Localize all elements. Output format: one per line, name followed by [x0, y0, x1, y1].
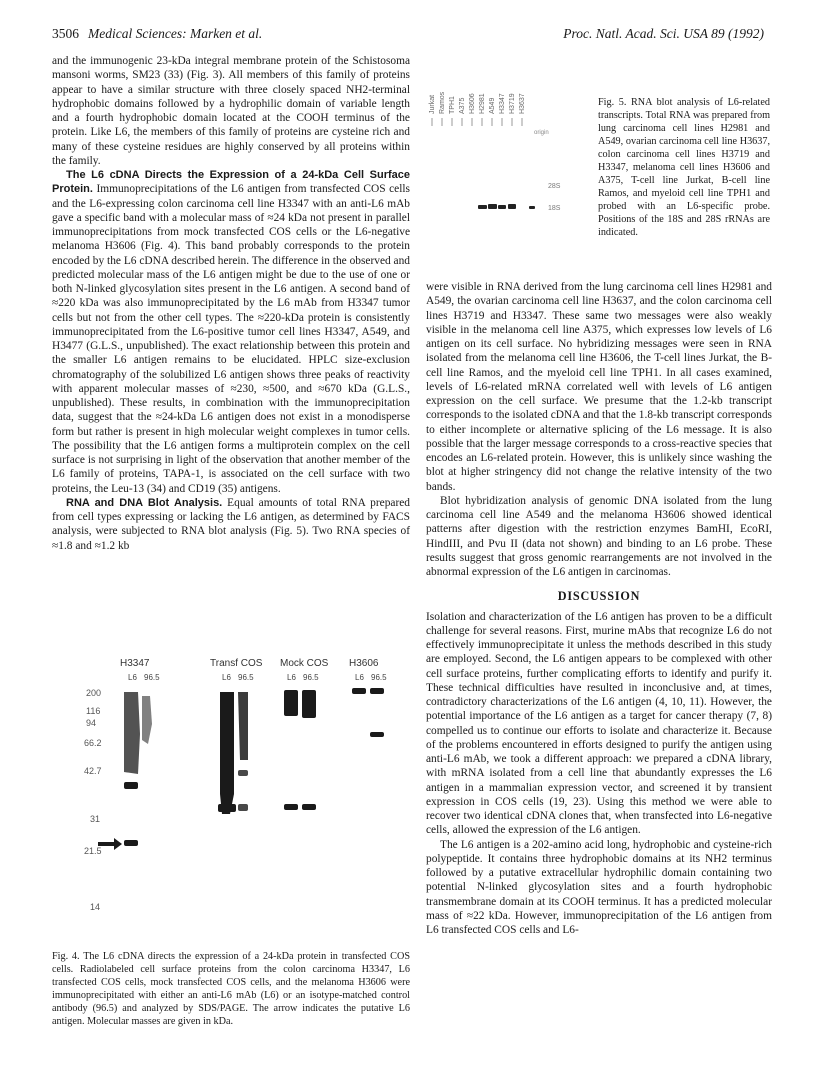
figure-5-lane-label: H3637: [519, 93, 526, 114]
figure-4-caption: Fig. 4. The L6 cDNA directs the expression of a 24-kDa protein in transfected COS cells. Radiolabeled cell surface proteins from the colon carcinoma H3347, L6 transfected COS cells, mock transfected COS cells, and the melanoma H3606 were immunoprecipitated with either an anti-L6 mAb (L6) or an isotype-matched control antibody (96.5) and analyzed by SDS/PAGE. The arrow indicates the putative L6 antigen. Molecular masses are given in kDa.: [52, 951, 410, 1027]
page-number: 3506: [52, 26, 79, 41]
figure-5-lane-label: H3347: [499, 93, 506, 114]
figure-5-lane-label: H3606: [469, 93, 476, 114]
mw-marker-21-5: 21.5: [84, 846, 102, 856]
figure-4-lane-labels: [128, 673, 387, 682]
left-paragraph-1: and the immunogenic 23-kDa integral membrane protein of the Schistosoma mansoni worms, SM23 (33) (Fig. 3). All members of this family of proteins appear to have a similar structure with three closely spaced NH2-terminal hydrophobic domains followed by a hydrophilic domain of variable length and a fourth hydrophobic domain located at the COOH terminus of the protein. Like L6, the members of this family of proteins are cysteine rich and many of these cysteine residues are highly conserved by all proteins within the family.: [52, 55, 410, 167]
lane-label-l6: L6: [287, 673, 296, 682]
lane-label-l6: L6: [128, 673, 137, 682]
figure-5-bands: [478, 204, 535, 209]
section-heading-blot: RNA and DNA Blot Analysis.: [66, 496, 223, 509]
figure-5-lane-label: TPH1: [449, 96, 456, 114]
figure-5-lane-label: H3719: [509, 93, 516, 114]
right-paragraph-1: were visible in RNA derived from the lung carcinoma cell lines H2981 and A549, the ovarian carcinoma cell line H3637, and the colon carcinoma cell lines H3719 and H3347. These same two messages were also weakly visible in the melanoma cell line A375, which expresses low levels of L6 antigen on its cell surface. No hybridizing messages were seen in RNA isolated from the melanoma cell line H3606, the T-cell lines Jurkat, the B-cell line Ramos, and the myeloid cell line TPH1. In all cases examined, levels of L6-related mRNA correlated well with levels of L6 antigen expression on the cell surface. We presume that the 1.2-kb transcript corresponds to the isolated cDNA and that the 1.8-kb transcript corresponds to either incomplete or alternative splicing of the L6 message. It is also possible that the larger message corresponds to a cross-reactive species that encodes an L6-related protein. However, this is unlikely since washing the blot at higher stringency did not change the relative intensity of the two bands.: [426, 281, 772, 493]
right-paragraph-2: Blot hybridization analysis of genomic DNA isolated from the lung carcinoma cell line A549 and the melanoma H3606 showed identical patterns after digestion with the restriction enzymes BamHI, EcoRI, HindIII, and Pvu II (data not shown) and binding to an L6 probe. These results suggest that gross genomic rearrangements are not involved in the abnormal expression of the L6 antigen in carcinomas.: [426, 494, 772, 578]
figure-4-group-mock-cos: Mock COS: [280, 658, 329, 669]
mw-marker-94: 94: [86, 718, 97, 728]
left-column: [52, 54, 410, 553]
right-column: [426, 280, 772, 937]
discussion-paragraph-2: The L6 antigen is a 202-amino acid long, hydrophobic and cysteine-rich polypeptide. It contains three hydrophobic domains at its NH2 terminus followed by a putative extracellular hydrophilic domain containing two potential N-linked glycosylation sites and a fourth hydrophobic transmembrane domain at its COOH terminus. It has a predicted molecular mass of ≈22 kDa. However, immunoprecipitation of the L6 antigen from L6 transfected COS cells and L6-: [426, 838, 772, 936]
discussion-paragraph-1: Isolation and characterization of the L6 antigen has proven to be a difficult challenge for several reasons. First, murine mAbs that recognize L6 do not effectively immunoprecipitate it unless the methods described in this study are employed. Second, the L6 antigen appears to be complexed with other cell surface proteins, further complicating efforts to identify and purify it. These technical difficulties have resulted in inconclusive and, at times, contradictory characterizations of the L6 antigen (4, 10, 11). However, the potential importance of the L6 antigen as a target for cancer therapy (7, 8) compelled us to continue our efforts to isolate and characterize it. Because of the problems encountered in efforts designed to purify the antigen using anti-L6 mAb, we took a different approach: we prepared a cDNA library, with mRNA isolated from a cell line that abundantly expresses the L6 antigen in a mammalian expression vector, and screened it by transient expression in COS cells (19, 23). Using this method we were able to recover two identical cDNA clones that, when transfected into L6-negative cells, allowed the expression of the L6 antigen.: [426, 610, 772, 837]
putative-antigen-arrow: [98, 838, 122, 850]
header-right-journal: Proc. Natl. Acad. Sci. USA 89 (1992): [563, 26, 764, 41]
section-paragraph-blot: [52, 496, 410, 553]
figure-5-lane-label: A549: [489, 97, 496, 114]
header-left-title: Medical Sciences: Marken et al.: [88, 26, 263, 41]
mw-marker-116: 116: [86, 706, 101, 716]
discussion-heading: DISCUSSION: [557, 589, 641, 604]
figure-4-group-h3606: H3606: [349, 658, 379, 669]
mw-marker-31: 31: [90, 814, 101, 824]
lane-label-96-5: 96.5: [144, 673, 160, 682]
lane-label-96-5: 96.5: [371, 673, 387, 682]
figure-4-image: [52, 654, 410, 944]
figure-5-lane-label: H2981: [479, 93, 486, 114]
figure-4-group-h3347: H3347: [120, 658, 150, 669]
figure-4-group-transf-cos: Transf COS: [210, 658, 263, 669]
figure-5-marker-18s: 18S: [548, 205, 561, 212]
figure-4-mw-markers: [84, 688, 102, 912]
lane-label-l6: L6: [222, 673, 231, 682]
figure-5-image: [426, 82, 596, 222]
running-header: [52, 26, 764, 46]
section-text-blot: Equal amounts of total RNA prepared from cell types expressing or lacking the L6 antigen, as determined by FACS analysis, were subjected to RNA blot analysis (Fig. 5). Two RNA species of ≈1.8 and ≈1.2 kb: [52, 496, 411, 552]
figure-5-lane-label: A375: [459, 97, 466, 114]
lane-label-96-5: 96.5: [238, 673, 254, 682]
figure-5-lane-label: Ramos: [439, 91, 446, 114]
figure-5-tick-marks: [432, 118, 522, 126]
mw-marker-14: 14: [90, 902, 101, 912]
section-paragraph-l6-cdna: [52, 168, 410, 496]
mw-marker-200: 200: [86, 688, 102, 698]
figure-4-bands: [98, 688, 384, 850]
figure-5-marker-28s: 28S: [548, 183, 561, 190]
figure-5-blot: [426, 82, 596, 222]
figure-5-caption: Fig. 5. RNA blot analysis of L6-related transcripts. Total RNA was prepared from lung carcinoma cell lines H2981 and A549, ovarian carcinoma cell line H3637, colon carcinoma cell lines H3719 and H3347, melanoma cell lines H3606 and A375, T-cell line Jurkat, B-cell line Ramos, and myeloid cell line TPH1 and probed with an L6-specific probe. Positions of the 18S and 28S rRNAs are indicated.: [598, 97, 770, 238]
figure-5-lane-label: Jurkat: [429, 94, 436, 114]
figure-5-lane-labels: [429, 91, 526, 114]
figure-4-gel: [52, 654, 410, 944]
mw-marker-42-7: 42.7: [84, 766, 102, 776]
figure-5-origin-label: origin: [534, 130, 549, 136]
lane-label-96-5: 96.5: [303, 673, 319, 682]
section-heading-l6-cdna: The L6 cDNA Directs the Expression of a 24-kDa Cell Surface Protein.: [52, 169, 410, 196]
section-text-l6-cdna: Immunoprecipitations of the L6 antigen from transfected COS cells and the L6-expressing colon carcinoma cell line H3347 with an anti-L6 mAb gave a specific band with a molecular mass of ≈24 kDa not present in parallel immunoprecipitations from mock transfected COS cells or the L6-negative melanoma H3606 (Fig. 4). This band probably corresponds to the protein encoded by the L6 cDNA described herein. The difference in the observed and predicted molecular mass of the L6 antigen might be due to the use of one or both N-linked glycosylation sites present in the L6 antigen. A second band of ≈220 kDa was also immunoprecipitated by the L6 mAb from H3347 tumor cells but not from the other cell types. The ≈220-kDa protein is consistently immunoprecipitated from the L6-positive tumor cell lines H3347, A549, and H3477 (G.L.S., unpublished). The exact relationship between this protein and the smaller L6 antigen remains to be elucidated. HPLC size-exclusion chromatography of the solubilized L6 antigen shows three peaks of reactivity with apparent molecular masses of ≈230, ≈500, and ≈670 kDa (G.L.S., unpublished). These results, in combination with the immunoprecipitation data, suggest that the ≈24-kDa L6 antigen does not exist in a monodisperse form but rather is present in high molecular weight complexes in tumor cells. The possibility that the L6 antigen forms a multiprotein complex on the cell surface is not surprising in light of the observation that another member of the L6 family of proteins, TAPA-1, is associated on the cell surface with two proteins, the Leu-13 (34) and CD19 (35) antigens.: [52, 183, 410, 495]
mw-marker-66-2: 66.2: [84, 738, 102, 748]
lane-label-l6: L6: [355, 673, 364, 682]
